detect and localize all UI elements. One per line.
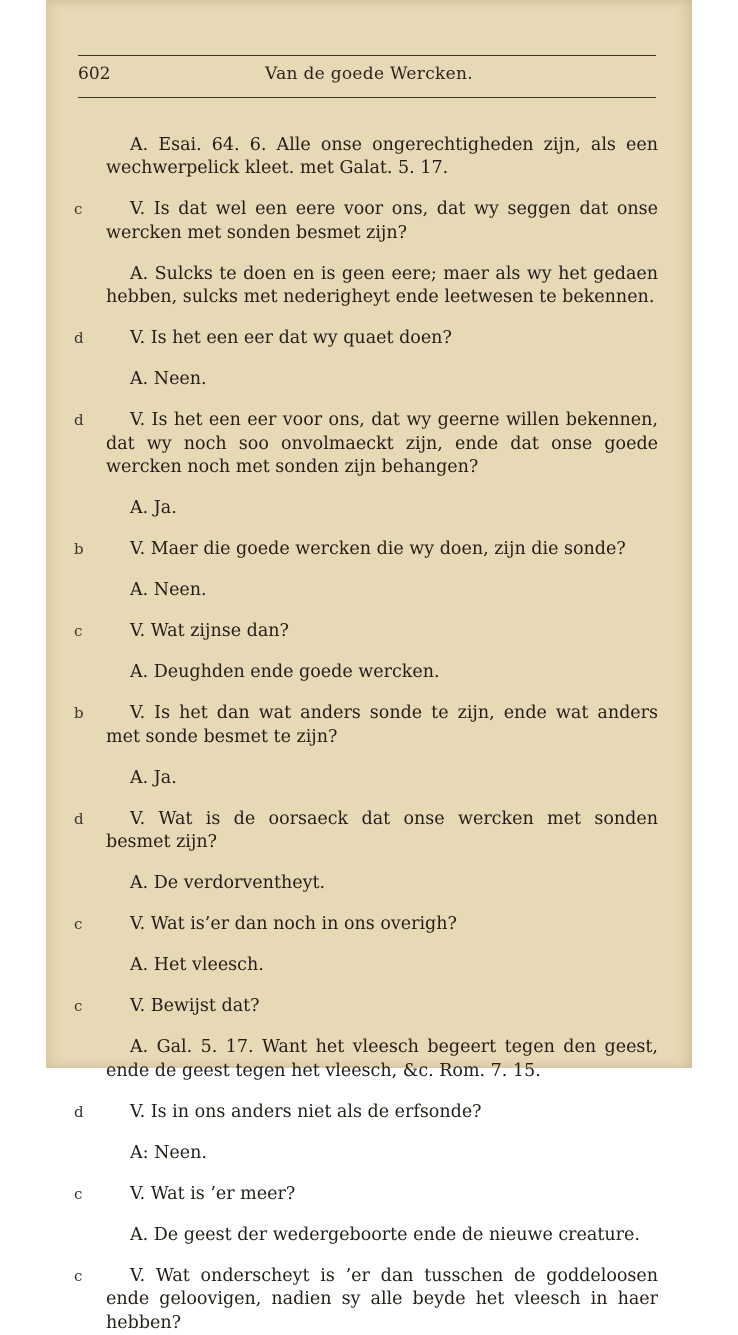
margin-marker: c bbox=[74, 913, 82, 937]
running-title: Van de goede Wercken. bbox=[46, 64, 692, 84]
paragraph-text: V. Wat is’er dan noch in ons overigh? bbox=[130, 914, 457, 934]
paragraph bbox=[106, 808, 658, 855]
margin-marker: d bbox=[74, 327, 84, 351]
margin-marker: c bbox=[74, 620, 82, 644]
paragraph-text: A. De verdorventheyt. bbox=[130, 873, 325, 893]
page-body bbox=[46, 116, 692, 1335]
paragraph-text: A. Deughden ende goede wercken. bbox=[130, 662, 440, 682]
paragraph bbox=[106, 620, 658, 644]
margin-marker: c bbox=[74, 1265, 82, 1289]
paragraph-text: A. Sulcks te doen en is geen eere; maer als wy het gedaen hebben, sulcks met nederigheyt ende leetwesen te bekennen. bbox=[106, 264, 658, 308]
paragraph bbox=[106, 1036, 658, 1083]
paragraph-text: V. Wat is ’er meer? bbox=[130, 1184, 295, 1204]
paragraph-text: V. Is het een eer dat wy quaet doen? bbox=[130, 328, 452, 348]
paragraph-text: V. Is dat wel een eere voor ons, dat wy seggen dat onse wercken met sonden besmet zijn? bbox=[106, 199, 658, 243]
paragraph-text: A. Neen. bbox=[130, 369, 207, 389]
header-bottom-rule bbox=[78, 97, 656, 98]
paragraph bbox=[106, 198, 658, 245]
paragraph bbox=[106, 497, 658, 521]
paragraph bbox=[106, 995, 658, 1019]
margin-marker: d bbox=[74, 1101, 84, 1125]
header-top-rule bbox=[78, 55, 656, 56]
paragraph-text: A. Esai. 64. 6. Alle onse ongerechtigheden zijn, als een wechwerpelick kleet. met Galat. 5. 17. bbox=[106, 135, 658, 179]
paragraph bbox=[106, 913, 658, 937]
paragraph-text: A. Ja. bbox=[130, 768, 177, 788]
paragraph bbox=[106, 1265, 658, 1335]
paragraph bbox=[106, 661, 658, 685]
paragraph-text: A. De geest der wedergeboorte ende de nieuwe creature. bbox=[130, 1225, 640, 1245]
margin-marker: c bbox=[74, 198, 82, 222]
paragraph-text: V. Wat onderscheyt is ’er dan tusschen de goddeloosen ende geloovigen, nadien sy alle beyde het vleesch in haer hebben? bbox=[106, 1266, 658, 1333]
paragraph-text: V. Bewijst dat? bbox=[130, 996, 260, 1016]
paragraph-text: V. Is in ons anders niet als de erfsonde? bbox=[130, 1102, 482, 1122]
paragraph bbox=[106, 263, 658, 310]
paragraph-text: V. Is het een eer voor ons, dat wy geerne willen bekennen, dat wy noch soo onvolmaeckt zijn, ende dat onse goede wercken noch met sonden zijn behangen? bbox=[106, 410, 658, 477]
margin-marker: c bbox=[74, 995, 82, 1019]
paragraph-text: V. Maer die goede wercken die wy doen, zijn die sonde? bbox=[130, 539, 626, 559]
paragraph-text: V. Is het dan wat anders sonde te zijn, ende wat anders met sonde besmet te zijn? bbox=[106, 703, 658, 747]
paragraph-text: V. Wat zijnse dan? bbox=[130, 621, 289, 641]
paragraph bbox=[106, 767, 658, 791]
paragraph bbox=[106, 579, 658, 603]
paragraph bbox=[106, 327, 658, 351]
page-number: 602 bbox=[78, 64, 110, 84]
margin-marker: b bbox=[74, 702, 84, 726]
margin-marker: d bbox=[74, 808, 84, 832]
paragraph bbox=[106, 409, 658, 480]
book-page bbox=[46, 0, 692, 1068]
paragraph bbox=[106, 1142, 658, 1166]
paragraph-text: A. Het vleesch. bbox=[130, 955, 264, 975]
paragraph bbox=[106, 538, 658, 562]
paragraph-text: V. Wat is de oorsaeck dat onse wercken met sonden besmet zijn? bbox=[106, 809, 658, 853]
paragraph bbox=[106, 954, 658, 978]
margin-marker: d bbox=[74, 409, 84, 433]
paragraph-text: A. Neen. bbox=[130, 580, 207, 600]
paragraph-text: A: Neen. bbox=[130, 1143, 207, 1163]
paragraph bbox=[106, 1183, 658, 1207]
paragraph bbox=[106, 368, 658, 392]
paragraph bbox=[106, 702, 658, 749]
paragraph bbox=[106, 872, 658, 896]
margin-marker: b bbox=[74, 538, 84, 562]
paragraph bbox=[106, 1224, 658, 1248]
paragraph-text: A. Ja. bbox=[130, 498, 177, 518]
margin-marker: c bbox=[74, 1183, 82, 1207]
paragraph bbox=[106, 1101, 658, 1125]
paragraph bbox=[106, 134, 658, 181]
paragraph-text: A. Gal. 5. 17. Want het vleesch begeert tegen den geest, ende de geest tegen het vleesch, &c. Rom. 7. 15. bbox=[106, 1037, 658, 1081]
